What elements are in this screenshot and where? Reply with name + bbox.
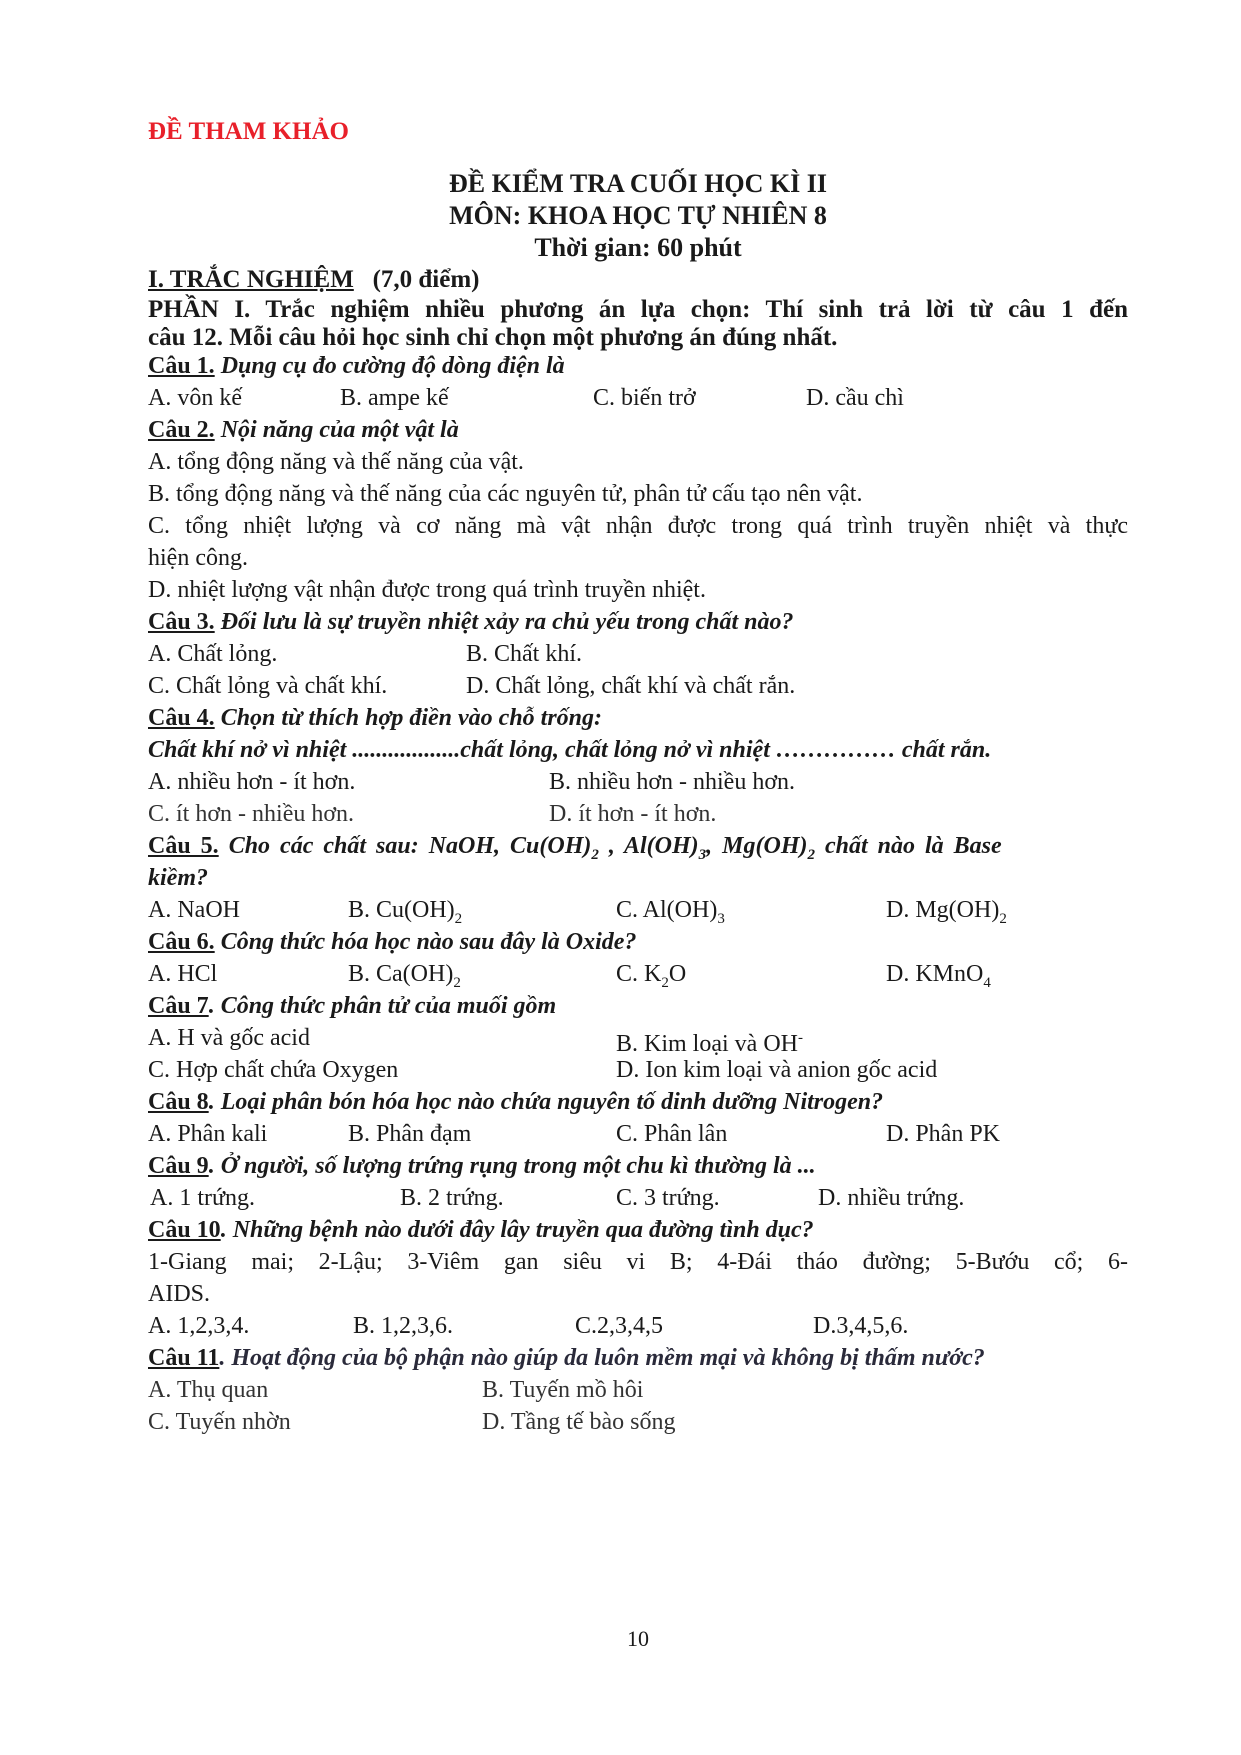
option-b: B. Kim loại và OH- (616, 1030, 803, 1057)
question-label: Câu 9 (148, 1153, 209, 1179)
question-label: Câu 1. (148, 353, 215, 379)
exam-subject: MÔN: KHOA HỌC TỰ NHIÊN 8 (449, 201, 827, 230)
option-b: B. ampe kế (340, 385, 449, 411)
option-a: A. HCl (148, 961, 218, 987)
option-b: B. 1,2,3,6. (353, 1313, 454, 1339)
exam-page (148, 0, 1128, 1755)
question-8 (148, 1086, 1128, 1118)
option-d: D. Chất lỏng, chất khí và chất rắn. (466, 673, 796, 699)
option-c: C. $Al(OH)_3$ (616, 897, 725, 927)
option-c: C. biến trở (593, 385, 696, 411)
option-a: A. 1,2,3,4. (148, 1313, 250, 1339)
option-a: A. NaOH (148, 897, 240, 923)
option-a: A. tổng động năng và thế năng của vật. (148, 449, 524, 475)
option-b: B. $Cu(OH)_2$ (348, 897, 463, 927)
question-text: Dụng cụ đo cường độ dòng điện là (220, 353, 565, 379)
question-text: Chọn từ thích hợp điền vào chỗ trống: (220, 705, 603, 731)
question-2 (148, 414, 1128, 446)
question-text: . Hoạt động của bộ phận nào giúp da luôn mềm mại và không bị thấm nước? (219, 1345, 985, 1371)
option-b: B. Phân đạm (348, 1121, 472, 1147)
option-b: B. nhiều hơn - nhiều hơn. (549, 769, 796, 795)
question-label: Câu 4. (148, 705, 215, 731)
section-heading: I. TRẮC NGHIỆM (148, 266, 354, 293)
option-d: D. nhiệt lượng vật nhận được trong quá trình truyền nhiệt. (148, 577, 706, 603)
option-a: A. H và gốc acid (148, 1025, 310, 1051)
option-c: C. 3 trứng. (616, 1185, 720, 1211)
question-4 (148, 702, 1128, 734)
option-a: A. Phân kali (148, 1121, 268, 1147)
option-d: D.3,4,5,6. (813, 1313, 909, 1339)
question-6 (148, 926, 1128, 958)
question-7 (148, 990, 1128, 1022)
question-1 (148, 350, 1128, 382)
question-text: . Công thức phân tử của muối gồm (208, 993, 557, 1019)
option-d: D. cầu chì (806, 385, 904, 411)
option-b: B. Chất khí. (466, 641, 583, 667)
question-label: Câu 8 (148, 1089, 209, 1115)
question-5-continued: kiềm? (148, 865, 208, 891)
question-9 (148, 1150, 1128, 1182)
reference-label: ĐỀ THAM KHẢO (148, 118, 349, 145)
question-label: Câu 6. (148, 929, 215, 955)
question-label: Câu 2. (148, 417, 215, 443)
question-label: Câu 11 (148, 1345, 220, 1371)
option-c: C. tổng nhiệt lượng và cơ năng mà vật nhận được trong quá trình truyền nhiệt và thực (148, 513, 1128, 539)
question-text: . Những bệnh nào dưới đây lây truyền qua đường tình dục? (220, 1217, 814, 1243)
option-d: D. Phân PK (886, 1121, 1001, 1147)
option-a: A. vôn kế (148, 385, 242, 411)
option-d: D. ít hơn - ít hơn. (549, 801, 717, 827)
option-c: C. ít hơn - nhiều hơn. (148, 801, 355, 827)
question-11 (148, 1342, 1128, 1374)
option-c: C.2,3,4,5 (575, 1313, 664, 1339)
question-text: Nội năng của một vật là (220, 417, 459, 443)
option-c: C. Chất lỏng và chất khí. (148, 673, 388, 699)
question-text: Công thức hóa học nào sau đây là Oxide? (220, 929, 637, 955)
question-label: Câu 7 (148, 993, 209, 1019)
question-10 (148, 1214, 1128, 1246)
exam-title: ĐỀ KIỂM TRA CUỐI HỌC KÌ II (448, 169, 828, 198)
option-b: B. 2 trứng. (400, 1185, 504, 1211)
option-a: A. 1 trứng. (150, 1185, 255, 1211)
question-text: . Loại phân bón hóa học nào chứa nguyên tố dinh dưỡng Nitrogen? (208, 1089, 884, 1115)
page-number: 10 (627, 1626, 649, 1651)
question-10-list: 1-Giang mai; 2-Lậu; 3-Viêm gan siêu vi B; 4-Đái tháo đường; 5-Bướu cổ; 6- (148, 1249, 1128, 1275)
option-c: C. Phân lân (616, 1121, 728, 1147)
question-label: Câu 5. (148, 833, 219, 859)
option-c-continued: hiện công. (148, 545, 248, 571)
option-c: C. Tuyến nhờn (148, 1409, 291, 1435)
section-points: (7,0 điểm) (372, 266, 480, 293)
exam-time: Thời gian: 60 phút (534, 233, 742, 262)
question-text: Cho các chất sau: NaOH, $Cu(OH)_2$ , $Al(OH)_3$, $Mg(OH)_2$ chất nào là Base (228, 833, 1002, 863)
option-a: A. Chất lỏng. (148, 641, 278, 667)
part-instruction-line2: câu 12. Mỗi câu hỏi học sinh chỉ chọn một phương án đúng nhất. (148, 324, 838, 351)
option-a: A. nhiều hơn - ít hơn. (148, 769, 356, 795)
option-d: D. Ion kim loại và anion gốc acid (616, 1057, 938, 1083)
question-10-list-continued: AIDS. (148, 1281, 211, 1307)
option-b: B. $Ca(OH)_2$ (348, 961, 461, 991)
option-d: D. nhiều trứng. (818, 1185, 965, 1211)
option-c: C. $K_2O$ (616, 961, 687, 991)
question-3 (148, 606, 1128, 638)
question-text: Đối lưu là sự truyền nhiệt xảy ra chủ yếu trong chất nào? (220, 609, 794, 635)
option-d: D. Tầng tế bào sống (482, 1409, 676, 1435)
option-b: B. Tuyến mồ hôi (482, 1377, 644, 1403)
option-d: D. KMnO$_4$ (886, 961, 991, 991)
option-d: D. $Mg(OH)_2$ (886, 897, 1007, 927)
question-label: Câu 3. (148, 609, 215, 635)
part-instruction-line1: PHẦN I. Trắc nghiệm nhiều phương án lựa chọn: Thí sinh trả lời từ câu 1 đến (148, 296, 1128, 323)
section-heading-row (148, 264, 1128, 296)
option-a: A. Thụ quan (148, 1377, 269, 1403)
question-label: Câu 10 (148, 1217, 221, 1243)
question-4-fill-blank: Chất khí nở vì nhiệt ..................chất lỏng, chất lỏng nở vì nhiệt …………… chất rắn. (148, 737, 992, 763)
option-b: B. tổng động năng và thế năng của các nguyên tử, phân tử cấu tạo nên vật. (148, 481, 863, 507)
question-text: . Ở người, số lượng trứng rụng trong một chu kì thường là ... (208, 1153, 816, 1179)
option-c: C. Hợp chất chứa Oxygen (148, 1057, 399, 1083)
